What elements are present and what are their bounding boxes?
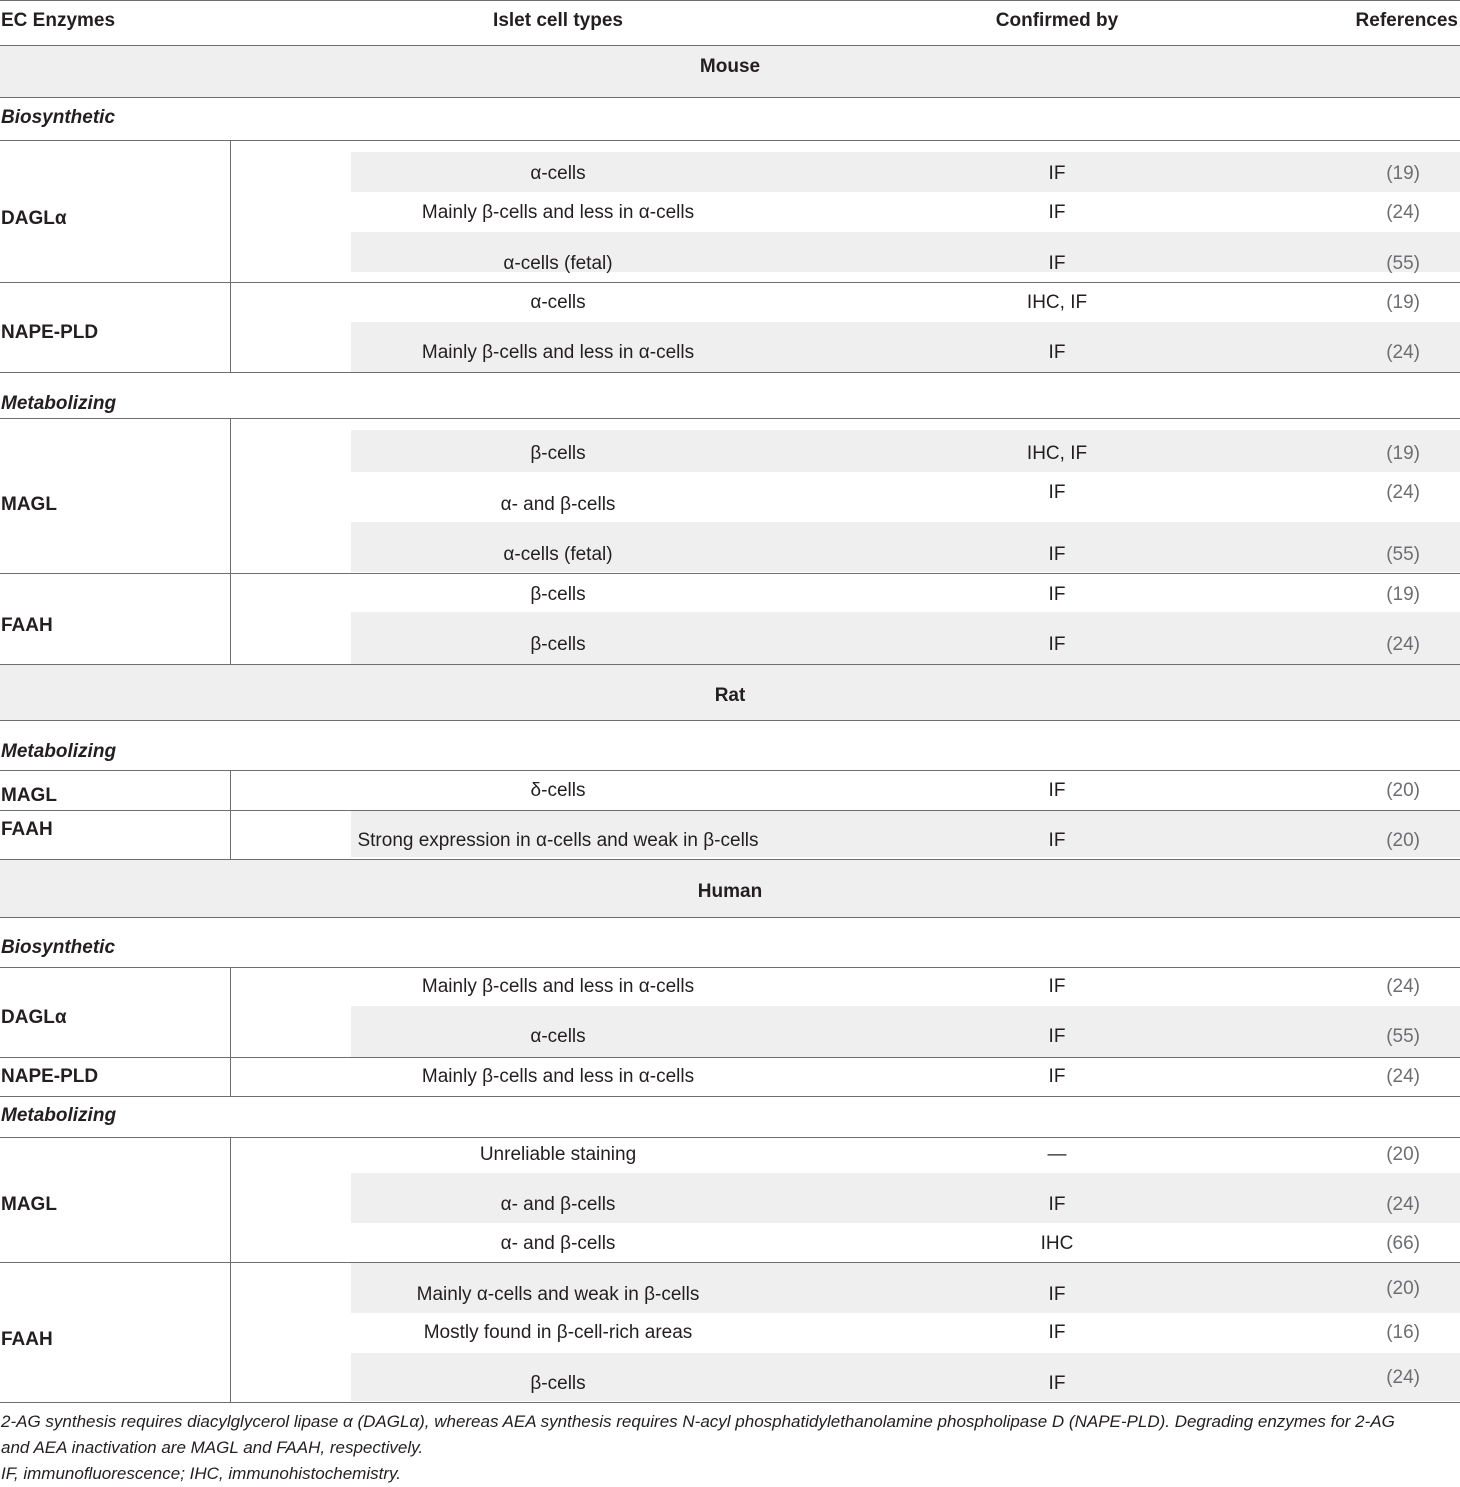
method: IF (1048, 342, 1066, 363)
rule (0, 282, 1460, 283)
enzyme-label: DAGLα (1, 208, 67, 229)
rule (0, 1402, 1460, 1403)
method: IF (1048, 584, 1066, 605)
method: IF (1048, 163, 1066, 184)
species-human: Human (697, 881, 763, 902)
header-references: References (1355, 10, 1458, 31)
rule (0, 720, 1460, 721)
rule (0, 372, 1460, 373)
method: IF (1048, 780, 1066, 801)
cell-type: α-cells (530, 292, 586, 313)
cell-type: Mostly found in β-cell-rich areas (423, 1322, 693, 1343)
reference: (24) (1386, 202, 1420, 223)
reference: (24) (1386, 482, 1420, 503)
reference: (19) (1386, 584, 1420, 605)
rule (0, 97, 1460, 98)
rule (0, 140, 1460, 141)
row-shading (351, 1006, 1460, 1057)
rule (0, 917, 1460, 918)
cell-type: Mainly β-cells and less in α-cells (421, 1066, 695, 1087)
cell-type: α-cells (530, 1026, 586, 1047)
reference: (24) (1386, 1194, 1420, 1215)
header-enzymes: EC Enzymes (1, 10, 116, 31)
method: IF (1048, 1322, 1066, 1343)
enzyme-label: FAAH (1, 1329, 53, 1350)
species-mouse: Mouse (699, 56, 761, 77)
method: IHC (1040, 1233, 1074, 1254)
column-rule (230, 574, 231, 664)
reference: (16) (1386, 1322, 1420, 1343)
rule (0, 810, 1460, 811)
column-rule (230, 1058, 231, 1096)
reference: (24) (1386, 976, 1420, 997)
method: IF (1048, 1026, 1066, 1047)
footnote: 2-AG synthesis requires diacylglycerol lipase α (DAGLα), whereas AEA synthesis requires N-acyl phosphatidylethanolamine phospholipase D (NAPE-PLD). Degrading enzymes for 2-AG (1, 1412, 1395, 1431)
column-rule (230, 1138, 231, 1262)
reference: (24) (1386, 1367, 1420, 1388)
cell-type: Mainly β-cells and less in α-cells (421, 202, 695, 223)
rule (0, 573, 1460, 574)
reference: (20) (1386, 830, 1420, 851)
row-shading (351, 612, 1460, 664)
cell-type: Strong expression in α-cells and weak in β-cells (357, 830, 759, 851)
reference: (19) (1386, 443, 1420, 464)
method: IHC, IF (1026, 443, 1088, 464)
section-metabolizing: Metabolizing (1, 741, 117, 762)
header-cell-types: Islet cell types (493, 10, 623, 31)
method: IF (1048, 1284, 1066, 1305)
method: IF (1048, 634, 1066, 655)
reference: (24) (1386, 1066, 1420, 1087)
section-metabolizing: Metabolizing (1, 1105, 117, 1126)
section-metabolizing: Metabolizing (1, 393, 117, 414)
reference: (20) (1386, 1278, 1420, 1299)
reference: (19) (1386, 292, 1420, 313)
enzyme-label: FAAH (1, 819, 53, 840)
cell-type: Mainly α-cells and weak in β-cells (416, 1284, 700, 1305)
rule (0, 0, 1460, 1)
rule (0, 1137, 1460, 1138)
enzyme-label: NAPE-PLD (1, 1066, 99, 1087)
rule (0, 418, 1460, 419)
reference: (66) (1386, 1233, 1420, 1254)
rule (0, 770, 1460, 771)
cell-type: α- and β-cells (500, 494, 616, 515)
rule (0, 1057, 1460, 1058)
method: IF (1048, 202, 1066, 223)
enzyme-label: MAGL (1, 494, 57, 515)
method: IF (1048, 253, 1066, 274)
cell-type: β-cells (530, 1373, 586, 1394)
method: IF (1048, 830, 1066, 851)
footnote: and AEA inactivation are MAGL and FAAH, respectively. (1, 1438, 424, 1457)
enzyme-label: MAGL (1, 785, 57, 806)
rule (0, 859, 1460, 860)
cell-type: Mainly β-cells and less in α-cells (421, 342, 695, 363)
species-rat: Rat (714, 685, 746, 706)
method: — (1047, 1144, 1067, 1165)
cell-type: β-cells (530, 634, 586, 655)
rule (0, 1096, 1460, 1097)
rule (0, 45, 1460, 46)
column-rule (230, 141, 231, 282)
method: IF (1048, 1066, 1066, 1087)
column-rule (230, 811, 231, 859)
method: IF (1048, 1194, 1066, 1215)
enzyme-label: DAGLα (1, 1007, 67, 1028)
enzyme-label: FAAH (1, 615, 53, 636)
method: IF (1048, 544, 1066, 565)
method: IF (1048, 976, 1066, 997)
cell-type: δ-cells (530, 780, 586, 801)
cell-type: α-cells (530, 163, 586, 184)
reference: (55) (1386, 1026, 1420, 1047)
section-biosynthetic: Biosynthetic (1, 107, 116, 128)
column-rule (230, 968, 231, 1057)
rule (0, 1262, 1460, 1263)
reference: (20) (1386, 780, 1420, 801)
reference: (55) (1386, 253, 1420, 274)
row-shading (351, 430, 1460, 472)
enzyme-label: NAPE-PLD (1, 322, 99, 343)
cell-type: α- and β-cells (500, 1233, 616, 1254)
method: IHC, IF (1026, 292, 1088, 313)
cell-type: Unreliable staining (479, 1144, 637, 1165)
header-confirmed-by: Confirmed by (995, 10, 1119, 31)
rule (0, 967, 1460, 968)
reference: (19) (1386, 163, 1420, 184)
method: IF (1048, 482, 1066, 503)
enzyme-label: MAGL (1, 1194, 57, 1215)
footnote: IF, immunofluorescence; IHC, immunohistochemistry. (1, 1464, 401, 1483)
rule (0, 664, 1460, 665)
column-rule (230, 283, 231, 372)
row-shading (351, 1353, 1460, 1401)
column-rule (230, 1263, 231, 1402)
cell-type: α- and β-cells (500, 1194, 616, 1215)
cell-type: Mainly β-cells and less in α-cells (421, 976, 695, 997)
cell-type: β-cells (530, 443, 586, 464)
method: IF (1048, 1373, 1066, 1394)
reference: (24) (1386, 634, 1420, 655)
column-rule (230, 419, 231, 573)
reference: (24) (1386, 342, 1420, 363)
cell-type: β-cells (530, 584, 586, 605)
section-biosynthetic: Biosynthetic (1, 937, 116, 958)
row-shading (351, 152, 1460, 192)
cell-type: α-cells (fetal) (503, 544, 613, 565)
reference: (55) (1386, 544, 1420, 565)
column-rule (230, 771, 231, 810)
cell-type: α-cells (fetal) (503, 253, 613, 274)
reference: (20) (1386, 1144, 1420, 1165)
